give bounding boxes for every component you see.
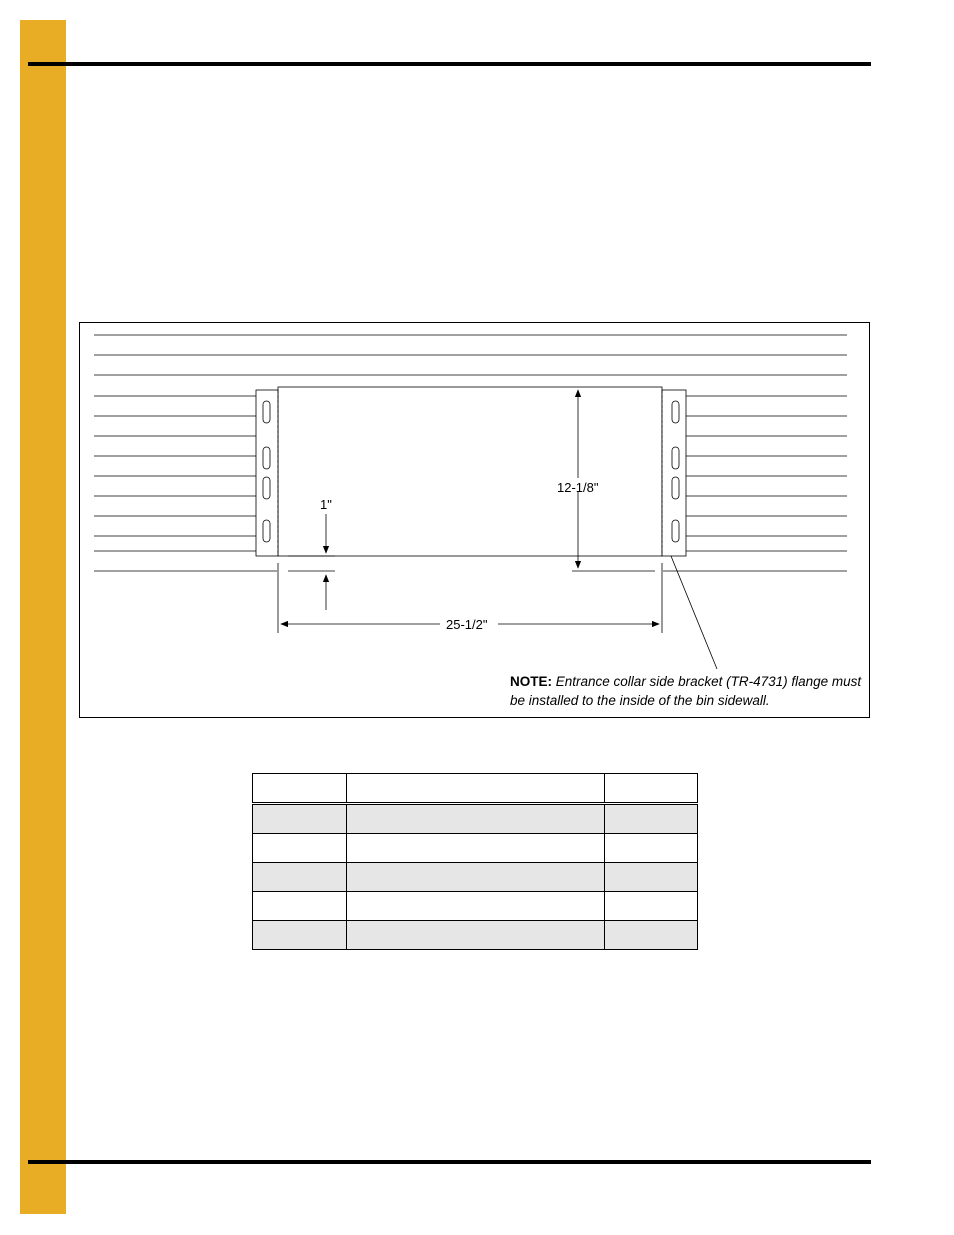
left-side-bracket xyxy=(256,390,278,556)
table-header-row xyxy=(253,774,698,804)
table-row xyxy=(253,804,698,834)
table-header-cell xyxy=(346,774,604,804)
installation-note xyxy=(510,672,865,710)
entrance-opening xyxy=(278,387,662,556)
note-leader-line xyxy=(671,556,717,669)
table-cell xyxy=(605,804,698,834)
table-cell xyxy=(605,892,698,921)
parts-table xyxy=(252,773,698,950)
width-dimension-label: 25-1/2" xyxy=(446,617,488,632)
header-rule xyxy=(28,62,871,66)
table-cell xyxy=(346,892,604,921)
table-cell xyxy=(253,804,347,834)
table-cell xyxy=(346,863,604,892)
table-header-cell xyxy=(605,774,698,804)
table-row xyxy=(253,921,698,950)
table-row xyxy=(253,834,698,863)
table-cell xyxy=(605,921,698,950)
height-dimension-label: 12-1/8" xyxy=(557,480,599,495)
table-row xyxy=(253,892,698,921)
gap-dimension-label: 1" xyxy=(320,497,332,512)
side-color-tab xyxy=(20,20,66,1214)
table-cell xyxy=(253,863,347,892)
entrance-collar-figure xyxy=(79,322,870,718)
note-text: Entrance collar side bracket (TR-4731) flange must be installed to the inside of the bin sidewall. xyxy=(510,674,862,708)
table-cell xyxy=(346,921,604,950)
table-cell xyxy=(253,921,347,950)
table-cell xyxy=(346,834,604,863)
table-cell xyxy=(605,834,698,863)
table-cell xyxy=(605,863,698,892)
sidewall-lines-right xyxy=(663,396,847,571)
table-row xyxy=(253,863,698,892)
table-cell xyxy=(253,892,347,921)
sidewall-lines-left xyxy=(94,396,277,571)
note-label: NOTE: xyxy=(510,674,552,689)
right-side-bracket xyxy=(662,390,686,556)
table-header-cell xyxy=(253,774,347,804)
entrance-collar-diagram xyxy=(80,323,871,719)
sidewall-lines-top xyxy=(94,335,847,375)
table-cell xyxy=(253,834,347,863)
table-cell xyxy=(346,804,604,834)
footer-rule xyxy=(28,1160,871,1164)
